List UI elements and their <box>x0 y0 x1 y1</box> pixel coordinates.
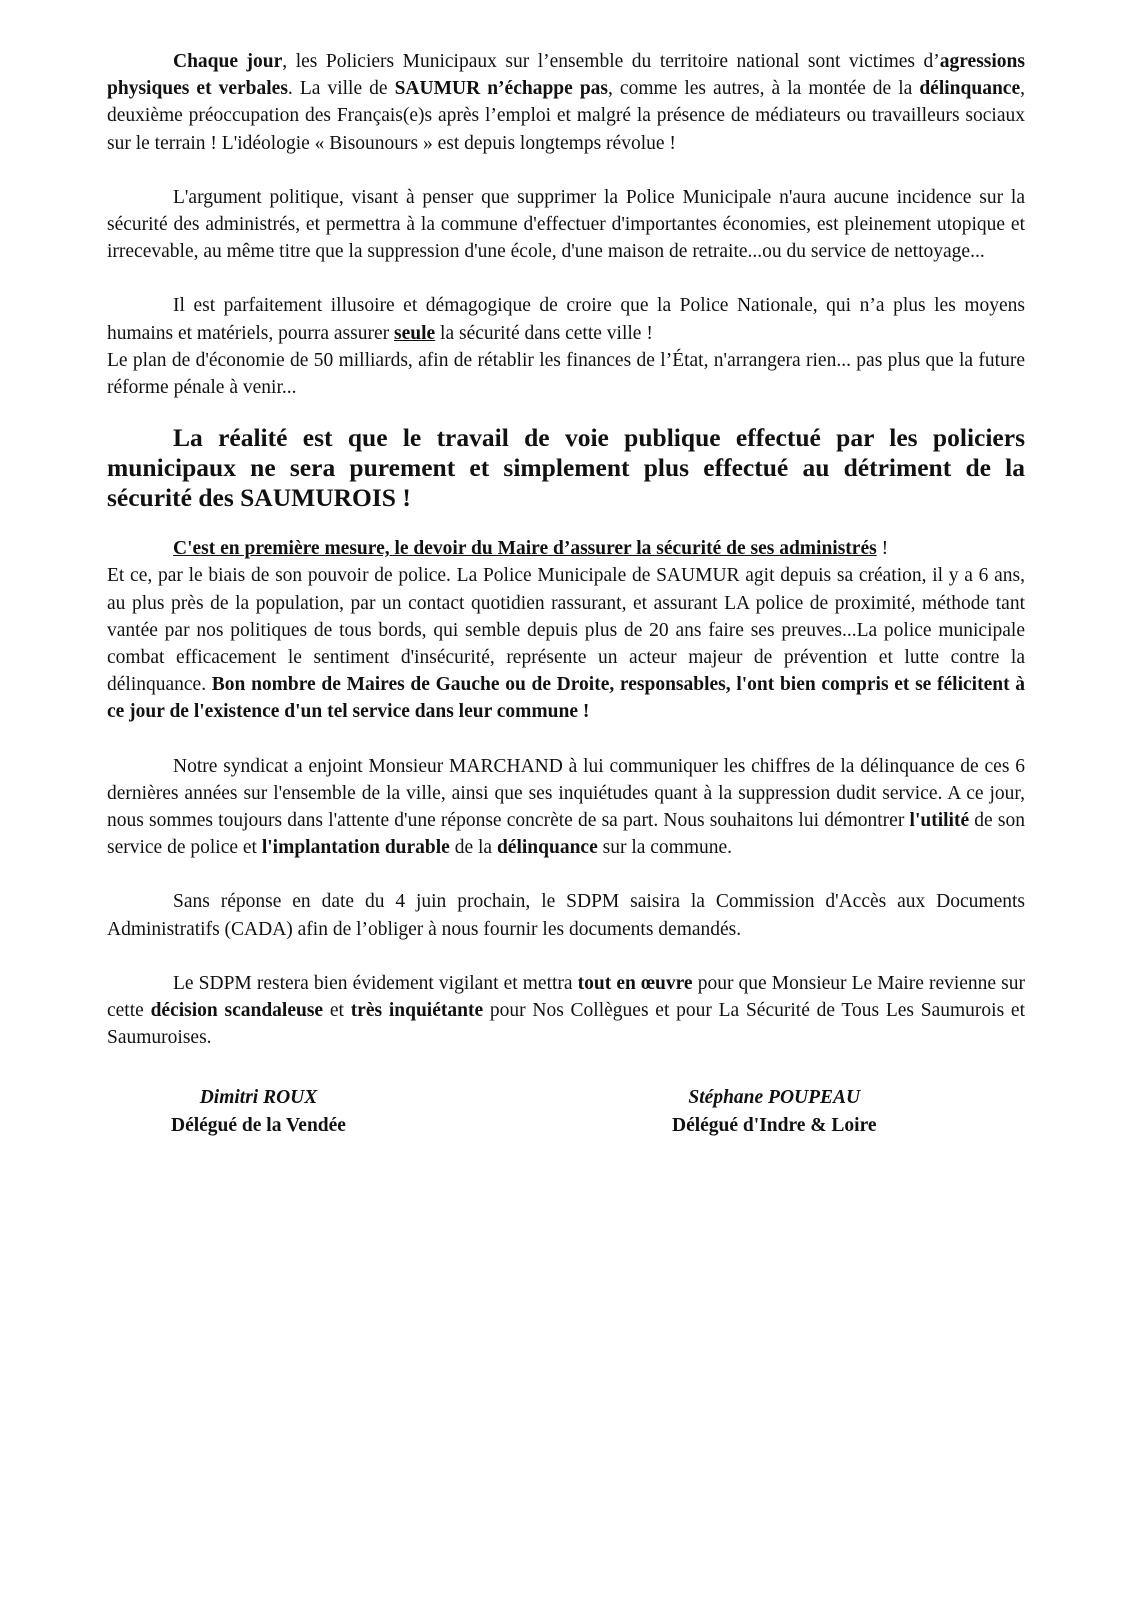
paragraph-4-body <box>107 562 1025 725</box>
paragraph-6: Sans réponse en date du 4 juin prochain, le SDPM saisira la Commission d'Accès aux Documents Administratifs (CADA) afin de l’obliger à nous fournir les documents demandés. <box>107 891 1025 940</box>
text: la sécurité dans cette ville ! <box>435 322 653 344</box>
bold-agressions: agressions physiques et verbales <box>107 51 1025 100</box>
signature-block <box>107 1084 1025 1144</box>
headline: La réalité est que le travail de voie publique effectué par les policiers municipaux ne sera purement et simplement plus effectué au détriment de la sécurité des SAUMUROIS ! <box>107 423 1025 513</box>
bold-decision: décision scandaleuse <box>150 1000 324 1022</box>
paragraph-4 <box>107 535 1025 562</box>
text: de la <box>449 837 497 859</box>
text: Et ce, par le biais de son pouvoir de police. La Police Municipale de SAUMUR agit depuis sa création, il y a 6 ans, au plus près de la population, par un contact quotidien rassurant, et assurant LA police de proximité, méthode tant vantée par nos politiques de tous bords, qui semble depuis plus de 20 ans faire ses preuves...La police municipale combat efficacement le sentiment d'insécurité, représente un acteur majeur de prévention et lutte contre la délinquance. <box>107 565 1025 696</box>
text: pour que Monsieur Le Maire revienne sur cette <box>107 972 1026 1022</box>
paragraph-3-line-2: Le plan de d'économie de 50 milliards, afin de rétablir les finances de l’État, n'arrangera rien... pas plus que la future réforme pénale à venir... <box>107 349 1025 399</box>
signatory-name: Stéphane POUPEAU <box>688 1087 861 1109</box>
bold-bon-nombre: Bon nombre de Maires de Gauche ou de Droite, responsables, l'ont bien compris et se félicitent à ce jour de l'existence d'un tel service dans leur commune ! <box>107 674 1025 723</box>
paragraph-3 <box>107 292 1025 346</box>
text: . La ville de <box>287 78 395 100</box>
signatory-title: Délégué d'Indre & Loire <box>672 1114 877 1136</box>
bold-tout-en-oeuvre: tout en œuvre <box>577 972 693 994</box>
bold-chaque-jour: Chaque jour <box>173 51 283 72</box>
text: Le SDPM restera bien évidement vigilant et mettra <box>173 972 578 994</box>
text: , deuxième préoccupation des Français(e)s après l’emploi et malgré la présence de médiateurs ou travailleurs sociaux sur le terrain ! L'idéologie « Bisounours » est depuis longtemps révolue ! <box>107 78 1025 154</box>
letter-body <box>107 48 1025 1144</box>
text: sur la commune. <box>597 837 733 859</box>
signatory-title: Délégué de la Vendée <box>171 1114 346 1136</box>
text: , les Policiers Municipaux sur l’ensemble du territoire national sont victimes d’ <box>282 51 940 72</box>
paragraph-5 <box>107 753 1025 862</box>
text: ! <box>876 538 889 560</box>
signature-right <box>672 1084 877 1138</box>
paragraph-1 <box>107 48 1025 157</box>
text: pour Nos Collègues et pour La Sécurité de Tous Les Saumurois et Saumuroises. <box>107 1000 1025 1049</box>
bold-delinquance-2: délinquance <box>496 837 598 859</box>
paragraph-2: L'argument politique, visant à penser que supprimer la Police Municipale n'aura aucune incidence sur la sécurité des administrés, et permettra à la commune d'effectuer d'importantes économies, est pleinement utopique et irrecevable, au même titre que la suppression d'une école, d'une maison de retraite...ou du service de nettoyage... <box>107 186 1025 263</box>
text: Notre syndicat a enjoint Monsieur MARCHAND à lui communiquer les chiffres de la délinquance de ces 6 dernières années sur l'ensemble de la ville, ainsi que ses inquiétudes quant à la suppression dudit service. A ce jour, nous sommes toujours dans l'attente d'une réponse concrète de sa part. Nous souhaitons lui démontrer <box>107 755 1025 832</box>
paragraph-7 <box>107 970 1025 1052</box>
text: , comme les autres, à la montée de la <box>608 78 920 100</box>
bold-delinquance: délinquance <box>919 78 1021 100</box>
bold-tres-inquietante: très inquiétante <box>350 1000 484 1022</box>
bold-saumur: SAUMUR n’échappe pas <box>394 78 609 100</box>
signature-left <box>171 1084 346 1138</box>
text: Il est parfaitement illusoire et démagogique de croire que la Police Nationale, qui n’a plus les moyens humains et matériels, pourra assurer <box>107 295 1025 344</box>
signatory-name: Dimitri ROUX <box>199 1087 318 1109</box>
bold-implantation: l'implantation durable <box>261 837 450 859</box>
bold-utilite: l'utilité <box>909 810 970 832</box>
underlined-devoir-du-maire: C'est en première mesure, le devoir du Maire d’assurer la sécurité de ses administrés <box>173 538 877 560</box>
text: et <box>323 1000 351 1022</box>
text: de son service de police et <box>107 810 1025 859</box>
underlined-seule: seule <box>394 322 436 344</box>
